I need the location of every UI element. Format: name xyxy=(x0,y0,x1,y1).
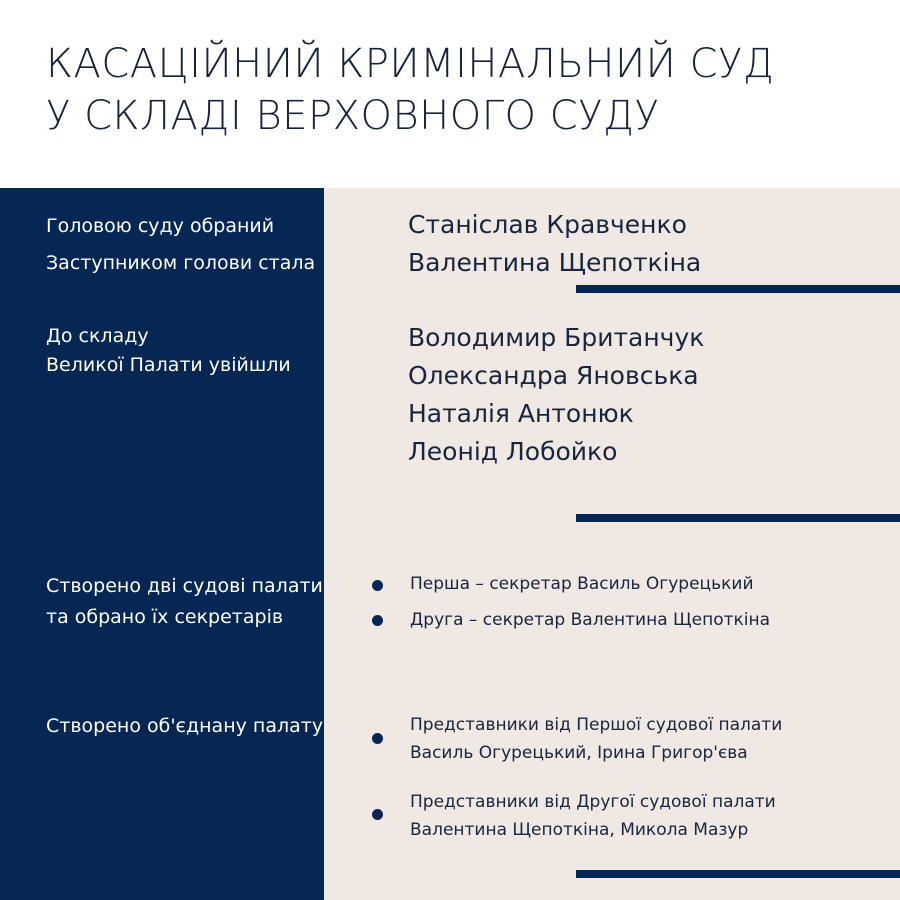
joint-chamber-label: Створено об'єднану палату xyxy=(46,715,324,737)
deputy-label: Заступником голови стала xyxy=(46,252,316,274)
chair-label: Головою суду обраний xyxy=(46,215,275,237)
joint-item-heading: Представники від Першої судової палати xyxy=(410,715,783,735)
bullet-icon xyxy=(372,809,383,820)
grand-chamber-members xyxy=(408,319,704,471)
chamber-item: Друга – секретар Валентина Щепоткіна xyxy=(410,610,771,630)
joint-chamber-item xyxy=(410,788,776,844)
member-name: Леонід Лобойко xyxy=(408,437,618,466)
bullet-icon xyxy=(372,733,383,744)
member-name: Наталія Антонюк xyxy=(408,399,634,428)
chambers-label-line-2: та обрано їх секретарів xyxy=(46,606,284,628)
joint-item-heading: Представники від Другої судової палати xyxy=(410,792,776,812)
joint-item-names: Василь Огурецький, Ірина Григор'єва xyxy=(410,743,748,763)
chambers-label-line-1: Створено дві судові палати xyxy=(46,575,323,597)
grand-chamber-label-line-1: До складу xyxy=(46,325,149,347)
title-line-2: У СКЛАДІ ВЕРХОВНОГО СУДУ xyxy=(46,93,660,139)
left-panel xyxy=(0,188,324,900)
section-divider-2 xyxy=(576,514,900,522)
page-title xyxy=(46,38,774,142)
grand-chamber-label-line-2: Великої Палати увійшли xyxy=(46,354,291,376)
joint-chamber-item xyxy=(410,711,782,767)
section-divider-1 xyxy=(576,285,900,293)
joint-item-names: Валентина Щепоткіна, Микола Мазур xyxy=(410,820,749,840)
deputy-name: Валентина Щепоткіна xyxy=(408,248,702,277)
member-name: Олександра Яновська xyxy=(408,361,699,390)
chair-name: Станіслав Кравченко xyxy=(408,210,687,239)
bullet-icon xyxy=(372,615,383,626)
section-divider-3 xyxy=(576,870,900,878)
bullet-icon xyxy=(372,580,383,591)
leadership-names xyxy=(408,206,701,282)
title-line-1: КАСАЦІЙНИЙ КРИМІНАЛЬНИЙ СУД xyxy=(46,41,775,87)
member-name: Володимир Британчук xyxy=(408,323,705,352)
chamber-item: Перша – секретар Василь Огурецький xyxy=(410,574,754,594)
